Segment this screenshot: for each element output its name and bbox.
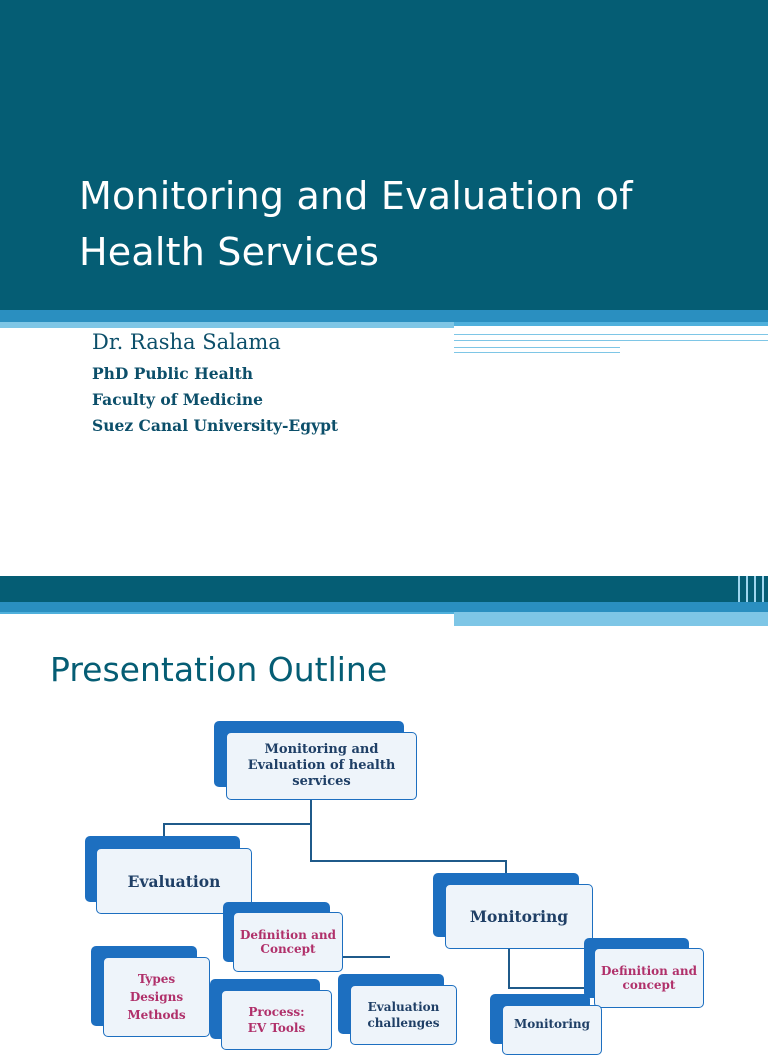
slide-title	[79, 168, 739, 280]
challenges-node	[350, 985, 457, 1045]
affiliation-degree: PhD Public Health	[92, 364, 254, 383]
connector	[163, 823, 165, 837]
evaluation-label: Evaluation	[127, 871, 221, 891]
process-line-2: EV Tools	[247, 1021, 306, 1035]
eval-definition-line-2: Concept	[260, 942, 316, 956]
outline-band	[0, 576, 768, 602]
title-stripe-light	[0, 322, 454, 328]
connector	[310, 860, 506, 862]
decor-tick	[754, 576, 756, 602]
connector	[163, 823, 312, 825]
monitoring-node	[445, 884, 593, 949]
decor-rule	[454, 340, 768, 341]
outline-slide	[0, 576, 768, 1035]
eval-definition-node	[233, 912, 343, 972]
title-stripe-right	[454, 322, 768, 326]
mon-child-label: Monitoring	[513, 1017, 591, 1031]
decor-rule	[454, 334, 768, 335]
types-node	[103, 957, 210, 1037]
connector	[505, 860, 507, 874]
decor-rule	[454, 347, 620, 348]
outline-stripe-line	[0, 612, 454, 614]
connector	[508, 987, 588, 989]
mon-definition-line-2: concept	[622, 978, 676, 992]
outline-title: Presentation Outline	[50, 650, 388, 689]
title-stripe	[0, 310, 768, 322]
decor-tick	[762, 576, 764, 602]
types-line-2: Designs	[129, 990, 184, 1004]
connector	[310, 800, 312, 824]
author-name: Dr. Rasha Salama	[92, 330, 281, 354]
root-node	[226, 732, 417, 800]
monitoring-label: Monitoring	[469, 907, 569, 926]
challenges-line-2: challenges	[367, 1016, 440, 1030]
affiliation-university: Suez Canal University-Egypt	[92, 416, 339, 435]
slide-title-line-2: Health Services	[79, 230, 380, 274]
connector	[508, 948, 510, 988]
mon-child-node	[502, 1005, 602, 1055]
decor-rule	[454, 352, 620, 353]
process-line-1: Process:	[248, 1005, 305, 1019]
eval-definition-line-1: Definition and	[240, 928, 336, 942]
types-line-1: Types	[137, 972, 176, 986]
root-line-3: services	[292, 774, 351, 789]
process-node	[221, 990, 332, 1050]
slide-title-line-1: Monitoring and Evaluation of	[79, 174, 633, 218]
mon-definition-line-1: Definition and	[601, 964, 697, 978]
mon-definition-node	[594, 948, 704, 1008]
outline-stripe-light	[454, 612, 768, 626]
challenges-line-1: Evaluation	[367, 1000, 440, 1014]
root-line-2: Evaluation of health	[247, 758, 396, 773]
affiliation-faculty: Faculty of Medicine	[92, 390, 263, 409]
decor-tick	[738, 576, 740, 602]
types-line-3: Methods	[127, 1008, 186, 1022]
root-line-1: Monitoring and	[264, 742, 379, 757]
decor-tick	[746, 576, 748, 602]
outline-stripe	[0, 602, 768, 612]
connector	[310, 823, 312, 861]
